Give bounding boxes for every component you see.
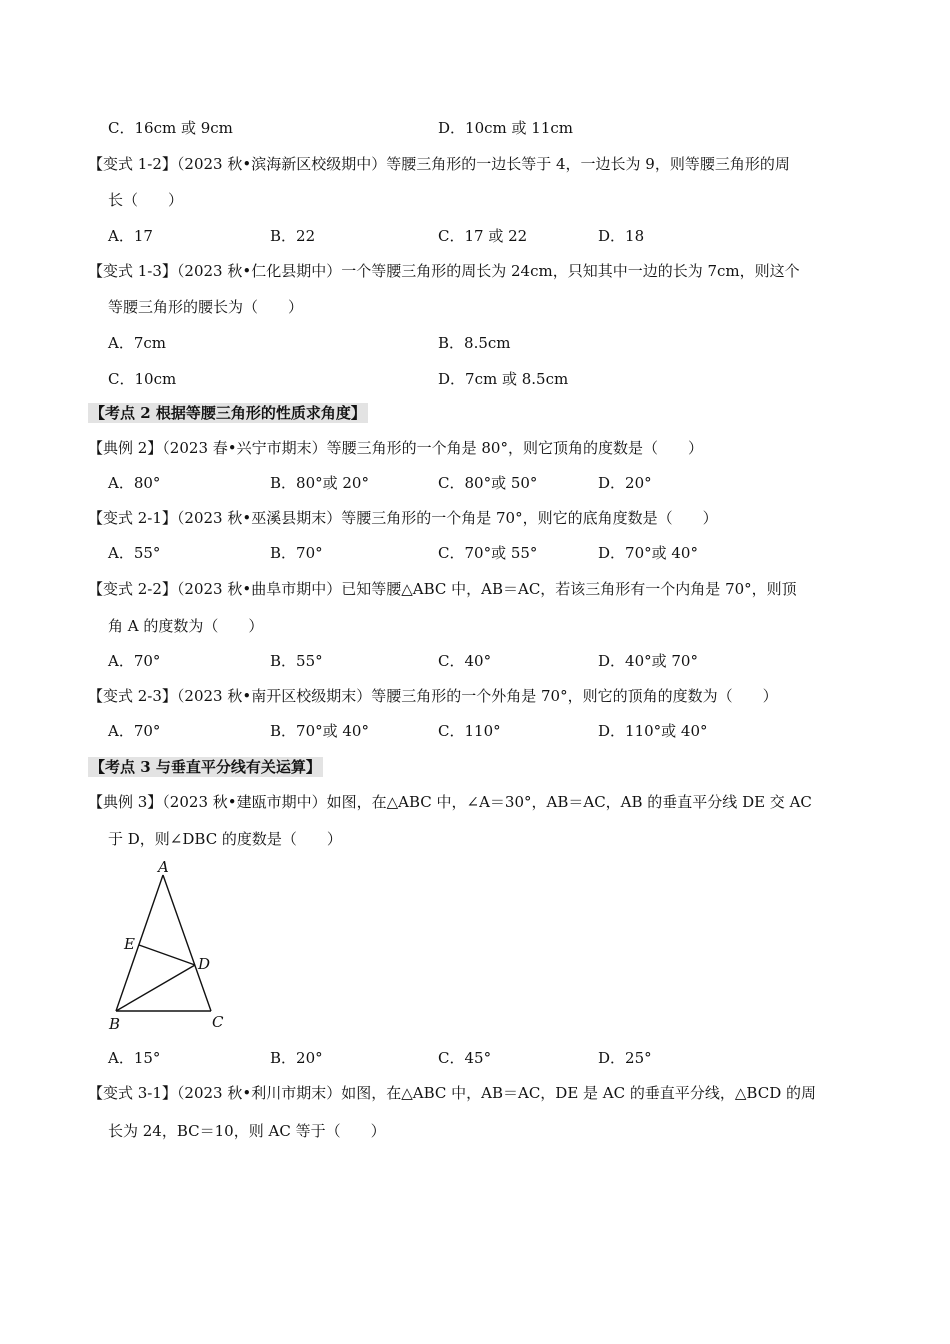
question-2-3-line1: 【变式 2-3】（2023 秋•南开区校级期末）等腰三角形的一个外角是 70°，则它的顶角的度数为（ ） (88, 687, 778, 705)
option-a: A．70° (108, 722, 161, 740)
option-c: C．17 或 22 (438, 227, 528, 245)
triangle-figure (100, 855, 240, 1040)
question-1-2-line2: 长（ ） (108, 191, 184, 209)
option-d: D．18 (598, 227, 645, 245)
question-1-2-line1: 【变式 1-2】（2023 秋•滨海新区校级期中）等腰三角形的一边长等于 4，一边长为 9，则等腰三角形的周 (88, 155, 790, 173)
question-3-1-line1: 【变式 3-1】（2023 秋•利川市期末）如图，在△ABC 中，AB＝AC，DE 是 AC 的垂直平分线，△BCD 的周 (88, 1084, 816, 1102)
option-c: C．10cm (108, 370, 177, 388)
question-2-2-line2: 角 A 的度数为（ ） (108, 617, 264, 635)
option-d: D．40°或 70° (598, 652, 698, 670)
segment-bd (116, 965, 195, 1011)
option-a: A．55° (108, 544, 161, 562)
section-heading-2: 【考点 2 根据等腰三角形的性质求角度】 (90, 404, 366, 422)
option-d: D．25° (598, 1049, 652, 1067)
option-b: B．55° (270, 652, 323, 670)
option-b: B．20° (270, 1049, 323, 1067)
question-1-3-line2: 等腰三角形的腰长为（ ） (108, 298, 304, 316)
option-b: B．22 (270, 227, 316, 245)
option-a: A．7cm (108, 334, 167, 352)
option-b: B．80°或 20° (270, 474, 369, 492)
option-d: D．70°或 40° (598, 544, 698, 562)
section-heading-3: 【考点 3 与垂直平分线有关运算】 (90, 758, 321, 776)
option-a: A．15° (108, 1049, 161, 1067)
option-c: C．45° (438, 1049, 492, 1067)
question-2-2-line1: 【变式 2-2】（2023 秋•曲阜市期中）已知等腰△ABC 中，AB＝AC，若该三角形有一个内角是 70°，则顶 (88, 580, 797, 598)
example-3-line1: 【典例 3】（2023 秋•建瓯市期中）如图，在△ABC 中，∠A＝30°，AB＝AC，AB 的垂直平分线 DE 交 AC (88, 793, 812, 811)
option-b: B．8.5cm (438, 334, 511, 352)
option-a: A．80° (108, 474, 161, 492)
option-c: C．40° (438, 652, 492, 670)
label-e: E (124, 935, 135, 953)
option-b: B．70° (270, 544, 323, 562)
label-a: A (158, 858, 169, 876)
segment-ed (139, 945, 195, 965)
option-d: D．110°或 40° (598, 722, 708, 740)
question-3-1-line2: 长为 24，BC＝10，则 AC 等于（ ） (108, 1122, 386, 1140)
option-c: C．70°或 55° (438, 544, 538, 562)
option-a: A．70° (108, 652, 161, 670)
question-2-1-line1: 【变式 2-1】（2023 秋•巫溪县期末）等腰三角形的一个角是 70°，则它的底角度数是（ ） (88, 509, 718, 527)
option-c: C．16cm 或 9cm (108, 119, 233, 137)
label-b: B (109, 1015, 121, 1033)
option-d: D．20° (598, 474, 652, 492)
label-d: D (198, 955, 211, 973)
option-a: A．17 (108, 227, 153, 245)
option-d: D．10cm 或 11cm (438, 119, 573, 137)
option-b: B．70°或 40° (270, 722, 369, 740)
example-2-line1: 【典例 2】（2023 春•兴宁市期末）等腰三角形的一个角是 80°，则它顶角的度数是（ ） (88, 439, 703, 457)
side-ac (163, 875, 211, 1011)
example-3-line2: 于 D，则∠DBC 的度数是（ ） (108, 830, 342, 848)
label-c: C (212, 1013, 224, 1031)
option-d: D．7cm 或 8.5cm (438, 370, 569, 388)
option-c: C．80°或 50° (438, 474, 538, 492)
question-1-3-line1: 【变式 1-3】（2023 秋•仁化县期中）一个等腰三角形的周长为 24cm，只知其中一边的长为 7cm，则这个 (88, 262, 800, 280)
option-c: C．110° (438, 722, 501, 740)
